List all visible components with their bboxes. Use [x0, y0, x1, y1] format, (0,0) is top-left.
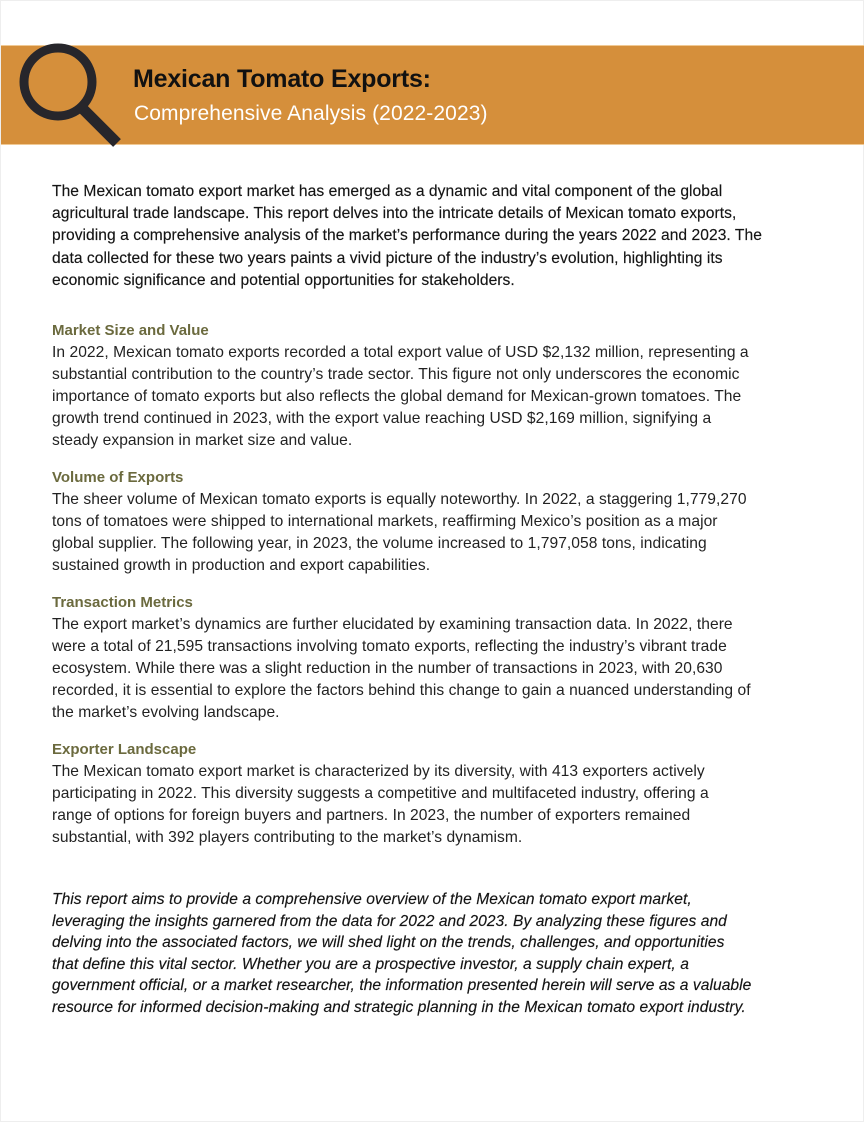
intro-line: data collected for these two years paints a vivid picture of the industry’s evolution, highlighting its	[52, 249, 723, 267]
body-line: participating in 2022. This diversity suggests a competitive and multifaceted industry, offering a	[52, 785, 709, 803]
body-line: importance of tomato exports but also reflects the global demand for Mexican-grown tomatoes. The	[52, 388, 742, 406]
closing-paragraph	[52, 889, 832, 1018]
closing-line: leveraging the insights garnered from the data for 2022 and 2023. By analyzing these figures and	[52, 912, 727, 930]
body-line: global supplier. The following year, in 2023, the volume increased to 1,797,058 tons, indicating	[52, 535, 707, 553]
header-banner	[1, 45, 864, 145]
section-heading: Market Size and Value	[52, 322, 209, 340]
body-line: substantial contribution to the country’s trade sector. This figure not only underscores the economic	[52, 366, 740, 384]
body-line: were a total of 21,595 transactions involving tomato exports, reflecting the industry’s vibrant trade	[52, 638, 727, 656]
body-line: The export market’s dynamics are further elucidated by examining transaction data. In 2022, there	[52, 616, 733, 634]
intro-line: providing a comprehensive analysis of the market’s performance during the years 2022 and 2023. The	[52, 227, 762, 245]
closing-line: This report aims to provide a comprehensive overview of the Mexican tomato export market,	[52, 891, 692, 909]
report-content	[52, 181, 832, 1034]
body-line: The sheer volume of Mexican tomato exports is equally noteworthy. In 2022, a staggering 1,779,270	[52, 491, 747, 509]
closing-line: delving into the associated factors, we will shed light on the trends, challenges, and opportunities	[52, 934, 725, 952]
report-title: Mexican Tomato Exports:	[133, 65, 431, 93]
section-transactions	[52, 592, 832, 724]
intro-paragraph	[52, 181, 832, 292]
section-heading: Exporter Landscape	[52, 741, 197, 759]
section-heading: Transaction Metrics	[52, 594, 193, 612]
section-heading: Volume of Exports	[52, 469, 184, 487]
closing-line: government official, or a market researcher, the information presented herein will serve as a valuable	[52, 977, 752, 995]
section-body	[52, 342, 832, 452]
body-line: steady expansion in market size and value.	[52, 432, 353, 450]
body-line: range of options for foreign buyers and partners. In 2023, the number of exporters remained	[52, 807, 691, 825]
body-line: ecosystem. While there was a slight reduction in the number of transactions in 2023, with 20,630	[52, 660, 723, 678]
body-line: the market’s evolving landscape.	[52, 704, 280, 722]
section-body	[52, 489, 832, 577]
intro-line: economic significance and potential opportunities for stakeholders.	[52, 271, 515, 289]
magnifying-glass-icon	[15, 37, 127, 149]
body-line: recorded, it is essential to explore the factors behind this change to gain a nuanced understanding of	[52, 682, 751, 700]
section-exporters	[52, 739, 832, 849]
magnifier-handle	[83, 109, 117, 143]
closing-line: resource for informed decision-making and strategic planning in the Mexican tomato export industry.	[52, 998, 746, 1016]
closing-line: that define this vital sector. Whether you are a prospective investor, a supply chain expert, a	[52, 955, 689, 973]
body-line: substantial, with 392 players contributing to the market’s dynamism.	[52, 829, 523, 847]
section-market-size	[52, 320, 832, 452]
section-volume	[52, 467, 832, 577]
body-line: growth trend continued in 2023, with the export value reaching USD $2,169 million, signifying a	[52, 410, 712, 428]
magnifier-lens	[24, 48, 92, 116]
body-line: The Mexican tomato export market is characterized by its diversity, with 413 exporters actively	[52, 763, 705, 781]
section-body	[52, 761, 832, 849]
intro-line: The Mexican tomato export market has emerged as a dynamic and vital component of the global	[52, 183, 723, 200]
section-body	[52, 614, 832, 724]
body-line: sustained growth in production and export capabilities.	[52, 557, 431, 575]
intro-line: agricultural trade landscape. This report delves into the intricate details of Mexican tomato exports,	[52, 205, 737, 223]
body-line: In 2022, Mexican tomato exports recorded a total export value of USD $2,132 million, representing a	[52, 344, 749, 362]
body-line: tons of tomatoes were shipped to international markets, reaffirming Mexico’s position as a major	[52, 513, 718, 531]
report-subtitle: Comprehensive Analysis (2022-2023)	[134, 102, 488, 125]
